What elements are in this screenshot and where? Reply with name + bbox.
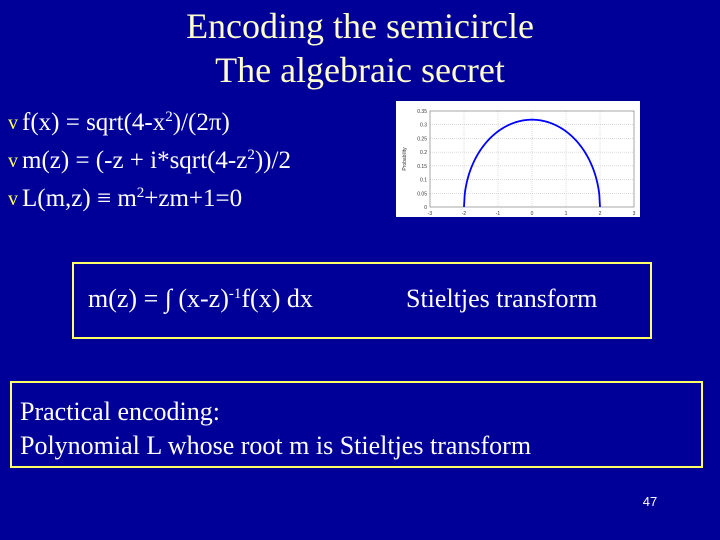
- x-tick-label: 2: [598, 211, 602, 217]
- x-tick-label: 0: [530, 211, 534, 217]
- plot-svg: [396, 101, 640, 217]
- y-tick-label: 0: [424, 205, 427, 211]
- bullet-text: +zm+1=0: [144, 185, 243, 212]
- y-axis-label: Probability: [402, 147, 408, 171]
- formula-text: m(z) = ∫ (x-z): [88, 284, 229, 313]
- bullet-item: [8, 104, 291, 142]
- x-tick-label: -3: [427, 211, 433, 217]
- bullet-list: [8, 104, 291, 218]
- slide-title: [0, 4, 720, 92]
- bullet-text: f(x) = sqrt(4-x: [22, 109, 166, 136]
- practical-encoding-box: [10, 381, 703, 468]
- y-tick-label: 0.2: [420, 150, 427, 157]
- superscript: 2: [136, 185, 145, 201]
- title-line-1: Encoding the semicircle: [186, 6, 534, 46]
- page-number: 47: [642, 494, 658, 509]
- superscript: 2: [247, 147, 255, 163]
- x-tick-label: -2: [461, 211, 467, 217]
- bullet-item: [8, 180, 291, 218]
- x-tick-label: -1: [495, 211, 501, 217]
- y-tick-label: 0.1: [420, 177, 427, 184]
- title-line-2: The algebraic secret: [215, 50, 505, 90]
- stieltjes-label: Stieltjes transform: [406, 284, 598, 313]
- practical-line-2: Polynomial L whose root m is Stieltjes transform: [20, 431, 532, 460]
- bullet-diamond-icon: v: [8, 150, 18, 172]
- semicircle-plot: [396, 101, 640, 217]
- bullet-text: ))/2: [254, 147, 291, 174]
- y-tick-label: 0.35: [417, 109, 427, 115]
- y-tick-label: 0.15: [417, 163, 427, 170]
- stieltjes-box: [72, 262, 652, 339]
- stieltjes-formula: [88, 284, 313, 314]
- y-tick-label: 0.25: [417, 136, 427, 143]
- x-tick-label: 1: [564, 211, 568, 217]
- y-tick-label: 0.05: [417, 191, 427, 198]
- superscript: -1: [228, 286, 242, 302]
- y-tick-label: 0.3: [420, 122, 427, 129]
- superscript: 2: [165, 109, 173, 125]
- bullet-diamond-icon: v: [8, 112, 18, 134]
- bullet-diamond-icon: v: [8, 188, 18, 210]
- bullet-text: m(z) = (-z + i*sqrt(4-z: [22, 147, 248, 174]
- bullet-text: )/(2π): [172, 109, 230, 136]
- practical-line-1: Practical encoding:: [20, 397, 220, 426]
- bullet-item: [8, 142, 291, 180]
- bullet-text: L(m,z) ≡ m: [22, 185, 137, 212]
- formula-text: f(x) dx: [241, 284, 313, 313]
- x-tick-label: 3: [632, 211, 636, 217]
